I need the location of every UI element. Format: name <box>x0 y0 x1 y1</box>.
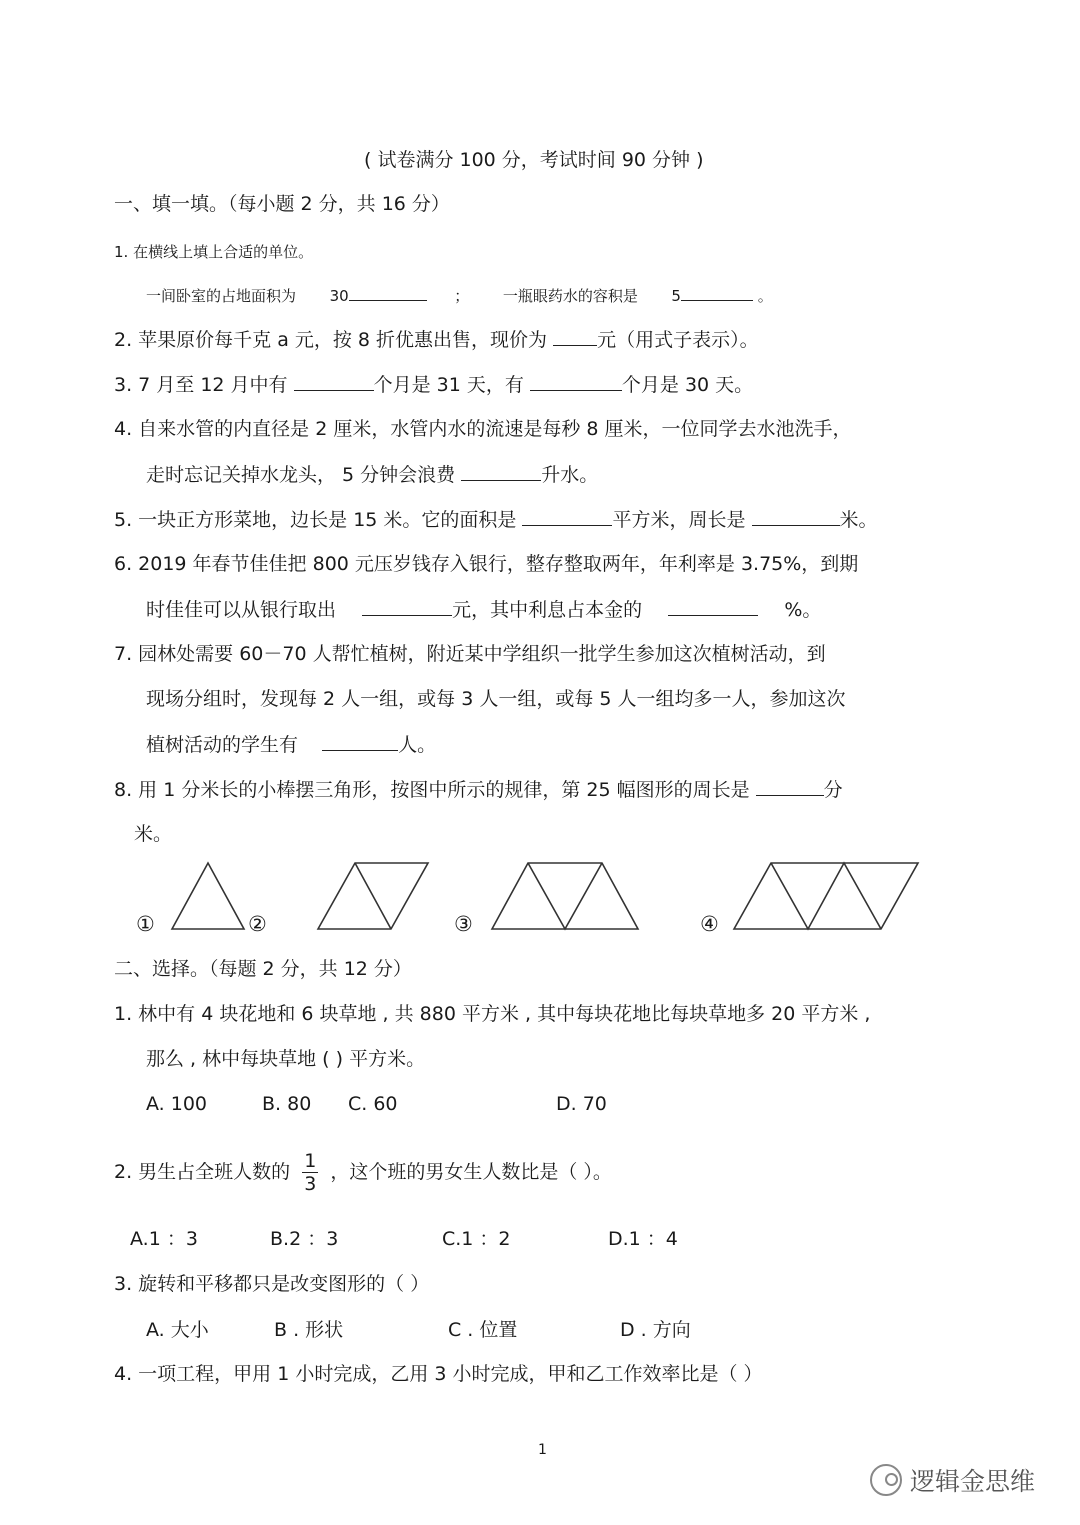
section2-title: 二、选择。（每题 2 分，共 12 分） <box>114 958 412 980</box>
triangle-figures <box>0 855 1080 935</box>
q1-1a-text: 一间卧室的占地面积为 <box>146 287 297 305</box>
q1-6-line2 <box>146 595 821 624</box>
q1-4-pre: 走时忘记关掉水龙头， 5 分钟会浪费 <box>146 464 456 486</box>
q1-6-blank-b[interactable] <box>668 595 758 616</box>
q2-1-line2: 那么 , 林中每块草地 ( ) 平方米。 <box>146 1048 426 1070</box>
figure-label-3: ③ <box>454 912 473 936</box>
q2-1-option-a[interactable]: A. 100 <box>146 1093 208 1115</box>
q1-4-line2 <box>146 460 598 489</box>
exam-header: ( 试卷满分 100 分，考试时间 90 分钟 ) <box>364 149 704 171</box>
q2-2-option-a[interactable]: A.1 ：3 <box>130 1228 198 1250</box>
q1-2 <box>114 325 759 354</box>
q1-8-line2: 米。 <box>134 823 173 845</box>
q1-1-answers <box>146 280 773 310</box>
q1-6-blank-a[interactable] <box>362 595 452 616</box>
q1-1-end: 。 <box>757 287 773 305</box>
q1-7-line3 <box>146 730 436 759</box>
q1-3-post: 个月是 30 天。 <box>621 374 754 396</box>
q1-4-line1: 4. 自来水管的内直径是 2 厘米，水管内水的流速是每秒 8 厘米，一位同学去水池洗手， <box>114 418 852 440</box>
q2-3-option-b[interactable]: B . 形状 <box>274 1319 344 1341</box>
figure-1-triangle <box>172 863 244 929</box>
q1-6-pre: 时佳佳可以从银行取出 <box>146 599 337 621</box>
q2-2-option-c[interactable]: C.1 ：2 <box>442 1228 511 1250</box>
q2-4-stem: 4. 一项工程，甲用 1 小时完成，乙用 3 小时完成，甲和乙工作效率比是（ ） <box>114 1363 763 1385</box>
q1-3-blank-b[interactable] <box>530 370 622 391</box>
q1-3-blank-a[interactable] <box>294 370 374 391</box>
q2-2-option-b[interactable]: B.2 ：3 <box>270 1228 339 1250</box>
q1-5-blank-b[interactable] <box>752 505 840 526</box>
q1-7-post: 人。 <box>398 734 437 756</box>
figure-label-4: ④ <box>700 912 719 936</box>
fraction-denominator: 3 <box>304 1173 317 1195</box>
q2-2-pre: 2. 男生占全班人数的 <box>114 1161 291 1183</box>
q1-1-separator: ； <box>454 287 470 305</box>
q1-5-post: 米。 <box>839 509 878 531</box>
q1-3 <box>114 370 753 399</box>
q1-3-pre: 3. 7 月至 12 月中有 <box>114 374 288 396</box>
q1-4-post: 升水。 <box>541 464 599 486</box>
q2-1-option-b[interactable]: B. 80 <box>262 1093 312 1115</box>
q1-2-pre: 2. 苹果原价每千克 a 元，按 8 折优惠出售，现价为 <box>114 329 548 351</box>
q1-7-line2: 现场分组时，发现每 2 人一组，或每 3 人一组，或每 5 人一组均多一人，参加这次 <box>146 688 846 710</box>
figure-3-trapezoid <box>492 863 638 929</box>
q1-3-mid: 个月是 31 天，有 <box>373 374 524 396</box>
q2-2-post: ，这个班的男女生人数比是（ ）。 <box>330 1161 612 1183</box>
figure-2-rhombus <box>318 863 428 929</box>
q2-3-option-a[interactable]: A. 大小 <box>146 1319 209 1341</box>
section1-title: 一、填一填。（每小题 2 分，共 16 分） <box>114 193 450 215</box>
q1-7-line1: 7. 园林处需要 60－70 人帮忙植树，附近某中学组织一批学生参加这次植树活动，到 <box>114 643 826 665</box>
q2-1-option-d[interactable]: D. 70 <box>556 1093 607 1115</box>
q1-1b-value: 5 <box>671 287 681 305</box>
q1-6-mid: 元，其中利息占本金的 <box>452 599 643 621</box>
q1-1a-value: 30 <box>329 287 349 305</box>
q2-2 <box>114 1144 612 1200</box>
q2-3-stem: 3. 旋转和平移都只是改变图形的（ ） <box>114 1273 430 1295</box>
q1-1a-blank[interactable] <box>349 280 427 301</box>
q1-2-blank[interactable] <box>553 325 597 346</box>
q1-7-pre: 植树活动的学生有 <box>146 734 299 756</box>
q1-5 <box>114 505 878 534</box>
q1-6-line1: 6. 2019 年春节佳佳把 800 元压岁钱存入银行，整存整取两年，年利率是 3.75%，到期 <box>114 553 859 575</box>
q2-1-option-c[interactable]: C. 60 <box>348 1093 398 1115</box>
q1-7-blank[interactable] <box>322 730 398 751</box>
q1-8-pre: 8. 用 1 分米长的小棒摆三角形，按图中所示的规律，第 25 幅图形的周长是 <box>114 779 750 801</box>
fraction-numerator: 1 <box>304 1150 317 1172</box>
q2-3-option-d[interactable]: D . 方向 <box>620 1319 691 1341</box>
q1-5-mid: 平方米，周长是 <box>612 509 746 531</box>
watermark <box>870 1462 1035 1498</box>
q1-1-stem: 1. 在横线上填上合适的单位。 <box>114 243 314 261</box>
q1-4-blank[interactable] <box>461 460 541 481</box>
figure-label-2: ② <box>248 912 267 936</box>
q1-2-post: 元（用式子表示）。 <box>597 329 759 351</box>
q1-1b-text: 一瓶眼药水的容积是 <box>502 287 638 305</box>
wechat-icon <box>870 1464 902 1496</box>
q2-2-option-d[interactable]: D.1 ：4 <box>608 1228 678 1250</box>
q1-8-line1 <box>114 775 843 804</box>
watermark-text: 逻辑金思维 <box>910 1467 1036 1496</box>
figure-4-parallelogram <box>734 863 918 929</box>
fraction-one-third <box>302 1150 318 1195</box>
q1-1b-blank[interactable] <box>681 280 753 301</box>
page-number: 1 <box>538 1442 547 1458</box>
q1-5-blank-a[interactable] <box>522 505 612 526</box>
q1-8-blank[interactable] <box>756 775 824 796</box>
q2-3-option-c[interactable]: C . 位置 <box>448 1319 518 1341</box>
figure-label-1: ① <box>136 912 155 936</box>
q1-5-pre: 5. 一块正方形菜地，边长是 15 米。它的面积是 <box>114 509 517 531</box>
q1-6-post: %。 <box>784 599 822 621</box>
q1-8-post: 分 <box>823 779 843 801</box>
q2-1-line1: 1. 林中有 4 块花地和 6 块草地 , 共 880 平方米 , 其中每块花地比每块草地多 20 平方米 , <box>114 1003 871 1025</box>
